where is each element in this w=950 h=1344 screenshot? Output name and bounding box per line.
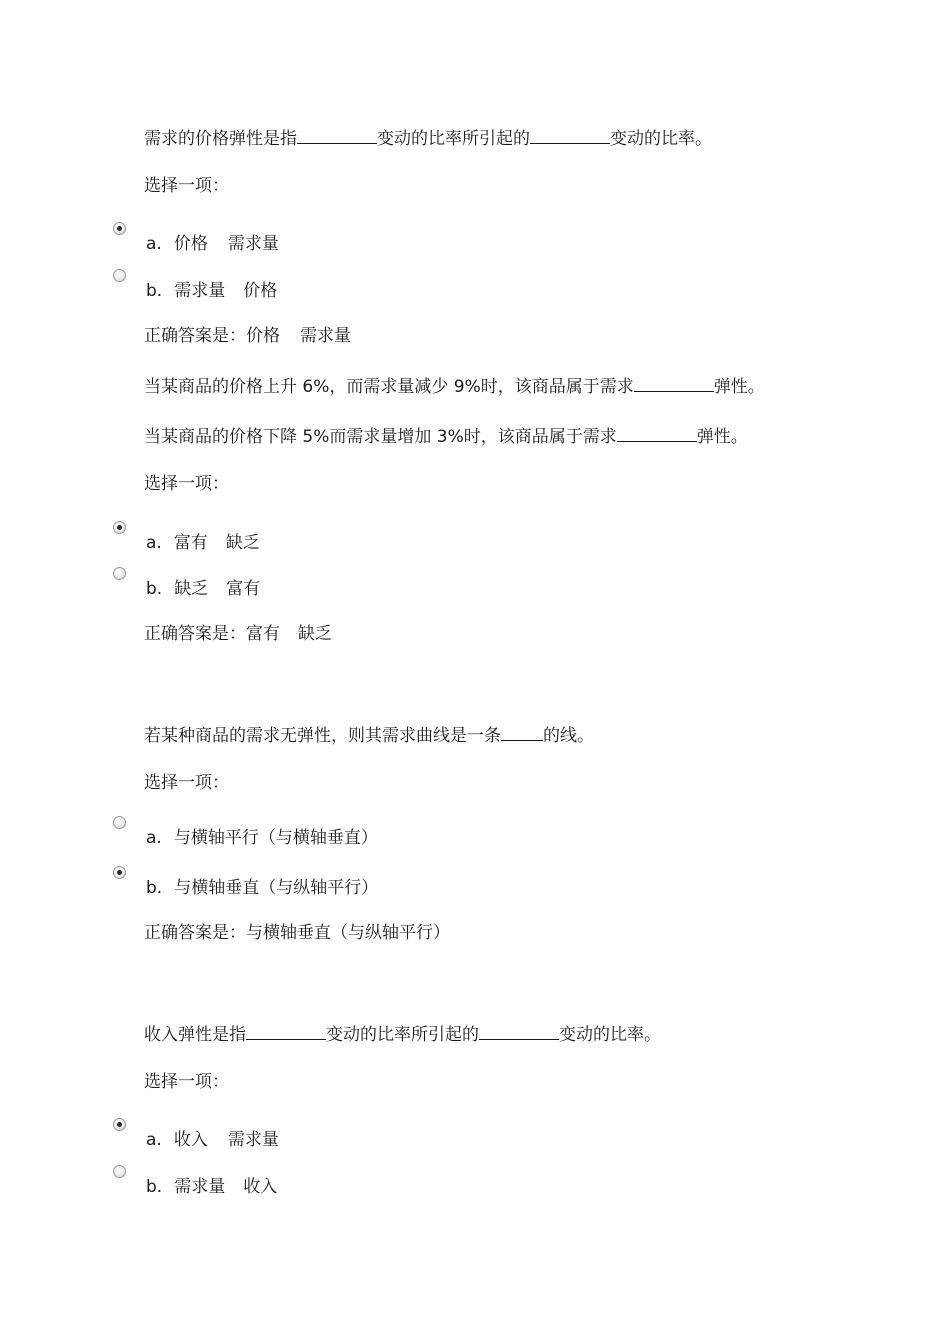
- radio-button[interactable]: [113, 1165, 126, 1178]
- radio-button[interactable]: [113, 269, 126, 282]
- question-2-answer: 正确答案是：富有 缺乏: [144, 624, 332, 644]
- question-3-answer: 正确答案是：与横轴垂直（与纵轴平行）: [144, 923, 450, 943]
- radio-button-checked[interactable]: [113, 1118, 126, 1131]
- fill-blank: [634, 374, 714, 392]
- radio-button-checked[interactable]: [113, 222, 126, 235]
- question-3-stem: 若某种商品的需求无弹性，则其需求曲线是一条 的线。: [144, 723, 594, 747]
- fill-blank: [246, 1022, 326, 1040]
- fill-blank: [530, 126, 610, 144]
- fill-blank: [479, 1022, 559, 1040]
- question-1-prompt: 选择一项：: [144, 176, 229, 196]
- radio-button[interactable]: [113, 816, 126, 829]
- question-4-stem: 收入弹性是指 变动的比率所引起的 变动的比率。: [144, 1022, 661, 1046]
- radio-button-checked[interactable]: [113, 521, 126, 534]
- radio-button-checked[interactable]: [113, 866, 126, 879]
- question-1-answer: 正确答案是：价格 需求量: [144, 326, 351, 346]
- question-2-stem-1: 当某商品的价格上升 6%，而需求量减少 9%时，该商品属于需求 弹性。: [144, 374, 765, 398]
- fill-blank: [617, 424, 697, 442]
- question-3-prompt: 选择一项：: [144, 773, 229, 793]
- radio-button[interactable]: [113, 567, 126, 580]
- question-4-prompt: 选择一项：: [144, 1072, 229, 1092]
- question-2-stem-2: 当某商品的价格下降 5%而需求量增加 3%时，该商品属于需求 弹性。: [144, 424, 748, 448]
- fill-blank: [501, 723, 543, 741]
- fill-blank: [297, 126, 377, 144]
- question-2-prompt: 选择一项：: [144, 474, 229, 494]
- question-1-stem: 需求的价格弹性是指 变动的比率所引起的 变动的比率。: [144, 126, 712, 150]
